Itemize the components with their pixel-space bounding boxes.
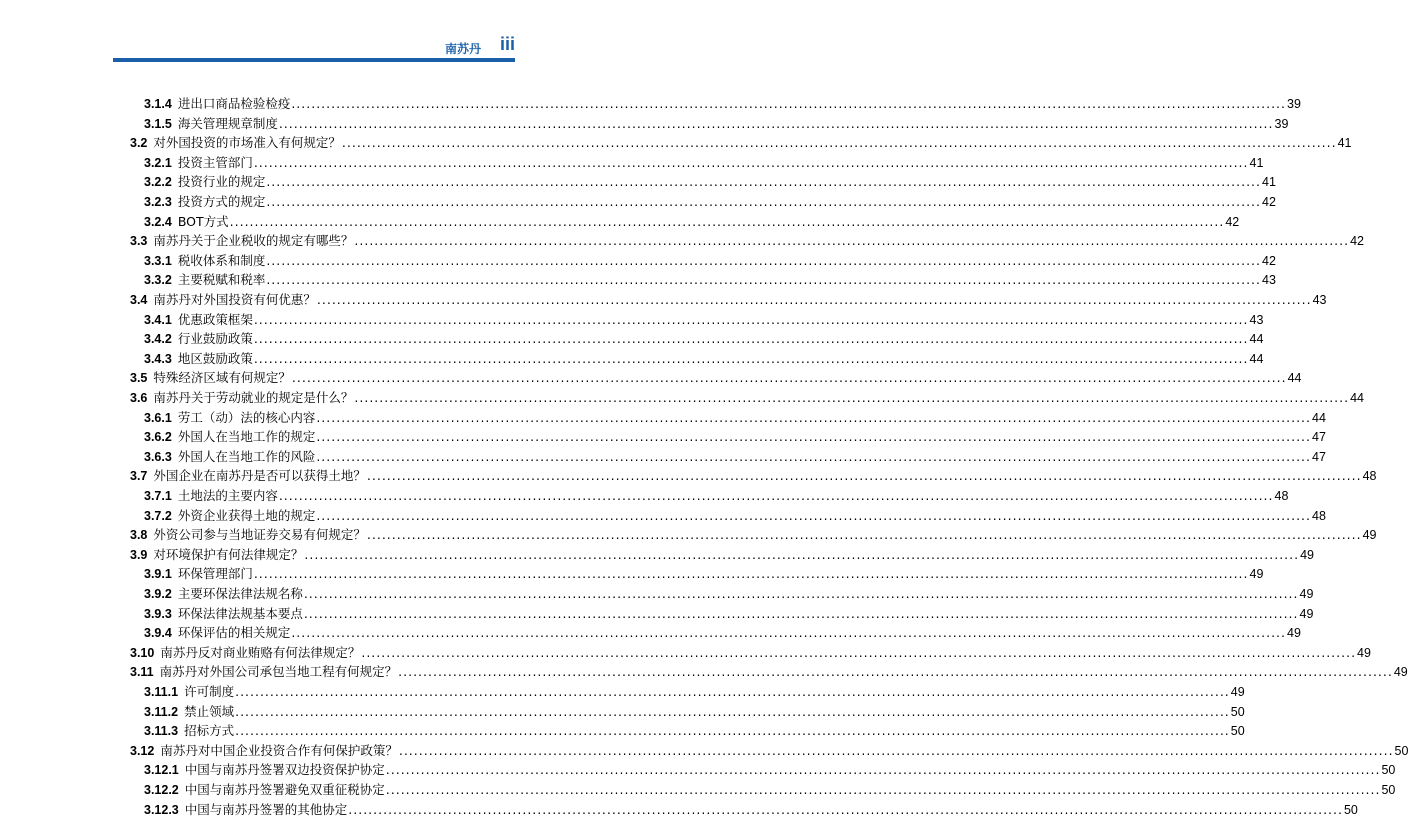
toc-entry-title: 外资企业获得土地的规定 [177,507,316,523]
toc-entry-title: 主要环保法律法规名称 [177,586,303,601]
toc-entry[interactable] [144,447,1326,467]
toc-entry-number: 3.7 [130,469,148,484]
toc-entry-title: 南苏丹对外国投资有何优惠？ [153,292,316,307]
toc-entry-title: 主要税赋和税率 [177,272,266,288]
toc-entry-title: 禁止领域 [184,703,235,719]
toc-entry-page: 44 [1350,391,1364,405]
toc-entry-number: 3.2.2 [144,175,172,190]
toc-leader-dots: ........................................................................................................................................................................................................ [354,390,1350,405]
toc-entry[interactable] [130,133,1352,153]
toc-leader-dots: ........................................................................................................................................................................................................ [266,252,1262,268]
toc-leader-dots: ........................................................................................................................................................................................................ [341,135,1337,151]
toc-leader-dots: ........................................................................................................................................................................................................ [291,96,1287,111]
toc-leader-dots: ........................................................................................................................................................................................................ [266,194,1262,209]
toc-leader-dots: ........................................................................................................................................................................................................ [266,174,1262,190]
toc-entry[interactable] [144,427,1326,447]
toc-entry-number: 3.2 [130,136,148,151]
toc-entry-page: 49 [1230,685,1245,699]
toc-leader-dots: ........................................................................................................................................................................................................ [316,507,1312,523]
toc-entry[interactable] [130,388,1364,408]
toc-leader-dots: ........................................................................................................................................................................................................ [229,213,1225,229]
toc-leader-dots: ........................................................................................................................................................................................................ [316,409,1312,425]
toc-entry[interactable] [144,780,1396,800]
toc-entry-page: 47 [1312,430,1326,445]
toc-entry[interactable] [130,662,1408,682]
toc-entry-page: 48 [1362,469,1377,484]
toc-entry-page: 41 [1262,175,1276,190]
toc-entry-page: 49 [1300,547,1314,562]
toc-entry[interactable] [130,231,1364,251]
toc-entry-page: 49 [1287,626,1301,641]
toc-entry[interactable] [130,290,1327,310]
toc-entry[interactable] [130,741,1408,761]
toc-entry[interactable] [144,702,1245,722]
toc-entry[interactable] [144,192,1276,212]
header-rule [113,58,515,62]
toc-entry[interactable] [144,760,1396,780]
toc-entry-title: 南苏丹对中国企业投资合作有何保护政策？ [160,742,398,758]
header-title: 南苏丹 [444,42,481,56]
toc-entry-title: 环保评估的相关规定 [177,625,291,641]
toc-entry-number: 3.4.2 [144,332,172,347]
toc-entry-page: 43 [1262,273,1276,288]
toc-entry-page: 48 [1312,508,1326,523]
toc-entry-page: 41 [1249,155,1264,170]
toc-entry-number: 3.12.3 [144,802,179,817]
toc-entry-number: 3.12.1 [144,763,179,778]
toc-entry-title: 中国与南苏丹签署双边投资保护协定 [184,762,385,778]
toc-entry-title: 优惠政策框架 [177,311,253,327]
toc-leader-dots: ........................................................................................................................................................................................................ [304,546,1300,562]
toc-entry-number: 3.3.2 [144,273,172,288]
toc-leader-dots: ........................................................................................................................................................................................................ [303,586,1299,601]
toc-entry-page: 42 [1262,253,1276,268]
toc-entry-page: 44 [1249,351,1264,366]
toc-leader-dots: ........................................................................................................................................................................................................ [253,331,1249,347]
toc-entry-title: 外国人在当地工作的规定 [177,429,316,445]
toc-entry-title: 外国人在当地工作的风险 [177,448,316,464]
toc-entry[interactable] [130,545,1314,565]
toc-entry-number: 3.11 [130,665,154,680]
toc-entry-title: 南苏丹关于企业税收的规定有哪些？ [153,233,354,249]
toc-entry-number: 3.4.1 [144,312,172,327]
toc-leader-dots: ........................................................................................................................................................................................................ [278,115,1274,131]
toc-leader-dots: ........................................................................................................................................................................................................ [266,272,1262,288]
toc-entry-title: 地区鼓励政策 [177,350,253,366]
toc-entry-title: 投资方式的规定 [177,194,266,209]
toc-entry-page: 50 [1230,704,1245,719]
toc-entry-page: 39 [1287,97,1301,111]
toc-leader-dots: ........................................................................................................................................................................................................ [385,782,1381,797]
toc-entry[interactable] [144,310,1264,330]
toc-entry[interactable] [144,408,1326,428]
toc-entry-page: 49 [1362,528,1377,543]
toc-entry-title: 环保管理部门 [177,566,253,582]
toc-entry-page: 50 [1381,783,1396,797]
toc-entry[interactable] [144,564,1264,584]
toc-entry-number: 3.4 [130,293,148,307]
toc-entry-page: 44 [1312,410,1326,425]
toc-entry[interactable] [144,486,1289,506]
toc-entry-number: 3.6 [130,391,148,405]
toc-entry-page: 47 [1312,449,1326,464]
toc-entry-number: 3.10 [130,645,155,660]
toc-entry-title: 特殊经济区域有何规定？ [153,370,291,386]
toc-entry[interactable] [144,800,1358,820]
toc-entry-number: 3.11.2 [144,704,179,719]
toc-leader-dots: ........................................................................................................................................................................................................ [354,233,1350,249]
toc-leader-dots: ........................................................................................................................................................................................................ [385,762,1381,778]
toc-entry[interactable] [144,172,1276,192]
toc-entry[interactable] [130,643,1371,663]
toc-entry-title: 对外国投资的市场准入有何规定？ [153,135,341,151]
toc-entry-page: 50 [1394,743,1408,758]
toc-entry[interactable] [144,329,1264,349]
toc-entry-title: 招标方式 [184,723,235,739]
toc-entry[interactable] [130,525,1377,545]
toc-entry[interactable] [144,94,1301,114]
toc-entry-number: 3.9.2 [144,587,172,601]
toc-entry[interactable] [144,682,1245,702]
toc-leader-dots: ........................................................................................................................................................................................................ [291,625,1287,641]
toc-entry-number: 3.9.1 [144,567,172,582]
toc-entry-number: 3.5 [130,371,148,386]
toc-entry-number: 3.9.4 [144,626,172,641]
toc-entry-page: 49 [1249,567,1264,582]
toc-entry-page: 50 [1230,724,1245,739]
toc-entry-title: 中国与南苏丹签署的其他协定 [184,801,348,817]
toc-entry-page: 49 [1299,587,1314,601]
toc-leader-dots: ........................................................................................................................................................................................................ [253,350,1249,366]
toc-leader-dots: ........................................................................................................................................................................................................ [366,527,1362,543]
toc-entry-page: 50 [1381,763,1396,778]
toc-entry-page: 42 [1350,234,1364,249]
toc-entry-title: 土地法的主要内容 [177,488,278,503]
toc-entry-number: 3.7.2 [144,508,172,523]
toc-leader-dots: ........................................................................................................................................................................................................ [366,468,1362,484]
toc-leader-dots: ........................................................................................................................................................................................................ [398,742,1394,758]
toc-entry-title: 对环境保护有何法律规定？ [153,546,304,562]
toc-leader-dots: ........................................................................................................................................................................................................ [235,684,1230,699]
toc-entry-number: 3.12.2 [144,783,179,797]
toc-entry-number: 3.8 [130,528,148,543]
toc-entry[interactable] [130,466,1377,486]
toc-entry-number: 3.3.1 [144,253,172,268]
toc-leader-dots: ........................................................................................................................................................................................................ [316,448,1312,464]
toc-leader-dots: ........................................................................................................................................................................................................ [253,154,1249,170]
toc-leader-dots: ........................................................................................................................................................................................................ [235,703,1230,719]
toc-entry-number: 3.3 [130,234,148,249]
toc-entry-title: 外国企业在南苏丹是否可以获得土地？ [153,468,366,484]
toc-entry-title: 投资主管部门 [177,154,253,170]
toc-leader-dots: ........................................................................................................................................................................................................ [235,723,1230,739]
toc-entry-title: 海关管理规章制度 [177,115,278,131]
toc-entry-number: 3.1.5 [144,116,172,131]
toc-leader-dots: ........................................................................................................................................................................................................ [291,370,1287,386]
toc-leader-dots: ........................................................................................................................................................................................................ [253,311,1249,327]
toc-entry[interactable] [144,114,1289,134]
toc-entry-page: 44 [1249,332,1264,347]
toc-entry-page: 49 [1393,665,1408,680]
toc-entry-page: 39 [1274,116,1289,131]
toc-entry-number: 3.1.4 [144,97,172,111]
toc-entry[interactable] [144,270,1276,290]
toc-leader-dots: ........................................................................................................................................................................................................ [303,605,1299,621]
toc-leader-dots: ........................................................................................................................................................................................................ [253,566,1249,582]
toc-entry-page: 49 [1357,645,1371,660]
toc-entry-page: 44 [1287,371,1302,386]
toc-entry[interactable] [144,604,1314,624]
toc-entry-title: 进出口商品检验检疫 [177,96,291,111]
toc-leader-dots: ........................................................................................................................................................................................................ [361,644,1357,660]
page-number: iii [499,34,515,54]
toc-entry[interactable] [144,584,1314,604]
toc-entry-number: 3.2.1 [144,155,172,170]
toc-entry-title: 南苏丹反对商业贿赂有何法律规定？ [160,644,361,660]
toc-entry-title: BOT方式 [177,213,229,229]
toc-entry-page: 50 [1343,802,1358,817]
toc-leader-dots: ........................................................................................................................................................................................................ [348,801,1343,817]
toc-entry-number: 3.6.2 [144,430,172,445]
toc-entry-title: 劳工（动）法的核心内容 [177,409,316,425]
toc-entry-page: 48 [1274,489,1289,503]
toc-entry-title: 外资公司参与当地证券交易有何规定？ [153,527,366,543]
toc-entry-title: 行业鼓励政策 [177,331,253,347]
toc-entry-number: 3.12 [130,743,155,758]
toc-entry-number: 3.9.3 [144,606,172,621]
toc-entry-title: 中国与南苏丹签署避免双重征税协定 [184,782,385,797]
toc-entry-number: 3.7.1 [144,489,172,503]
toc-entry[interactable] [144,153,1264,173]
toc-entry-number: 3.11.1 [144,685,179,699]
toc-leader-dots: ........................................................................................................................................................................................................ [316,292,1312,307]
toc-entry-title: 环保法律法规基本要点 [177,605,303,621]
toc-entry[interactable] [144,721,1245,741]
toc-entry-title: 许可制度 [184,684,235,699]
toc-entry-number: 3.2.3 [144,195,172,209]
toc-entry[interactable] [144,623,1301,643]
toc-entry-number: 3.4.3 [144,351,172,366]
toc-entry-page: 42 [1262,195,1276,209]
toc-entry-page: 43 [1312,293,1327,307]
toc-leader-dots: ........................................................................................................................................................................................................ [278,488,1274,503]
toc-entry[interactable] [130,368,1302,388]
toc-entry-page: 43 [1249,312,1264,327]
toc-leader-dots: ........................................................................................................................................................................................................ [398,664,1393,680]
toc-entry[interactable] [144,251,1276,271]
toc-entry-number: 3.11.3 [144,724,179,739]
toc-entry-number: 3.2.4 [144,214,172,229]
toc-entry[interactable] [144,212,1240,232]
toc-entry-page: 41 [1337,136,1352,151]
toc-entry[interactable] [144,506,1326,526]
toc-entry-number: 3.6.3 [144,449,172,464]
toc-entry-number: 3.9 [130,547,148,562]
toc-entry-title: 南苏丹对外国公司承包当地工程有何规定？ [159,664,398,680]
toc-entry-page: 42 [1225,214,1240,229]
toc-leader-dots: ........................................................................................................................................................................................................ [316,429,1312,445]
toc-entry-title: 南苏丹关于劳动就业的规定是什么？ [153,390,354,405]
toc-entry-number: 3.6.1 [144,410,172,425]
toc-entry-title: 税收体系和制度 [177,252,266,268]
toc-entry[interactable] [144,349,1264,369]
toc-entry-title: 投资行业的规定 [177,174,266,190]
toc-entry-page: 49 [1299,606,1314,621]
